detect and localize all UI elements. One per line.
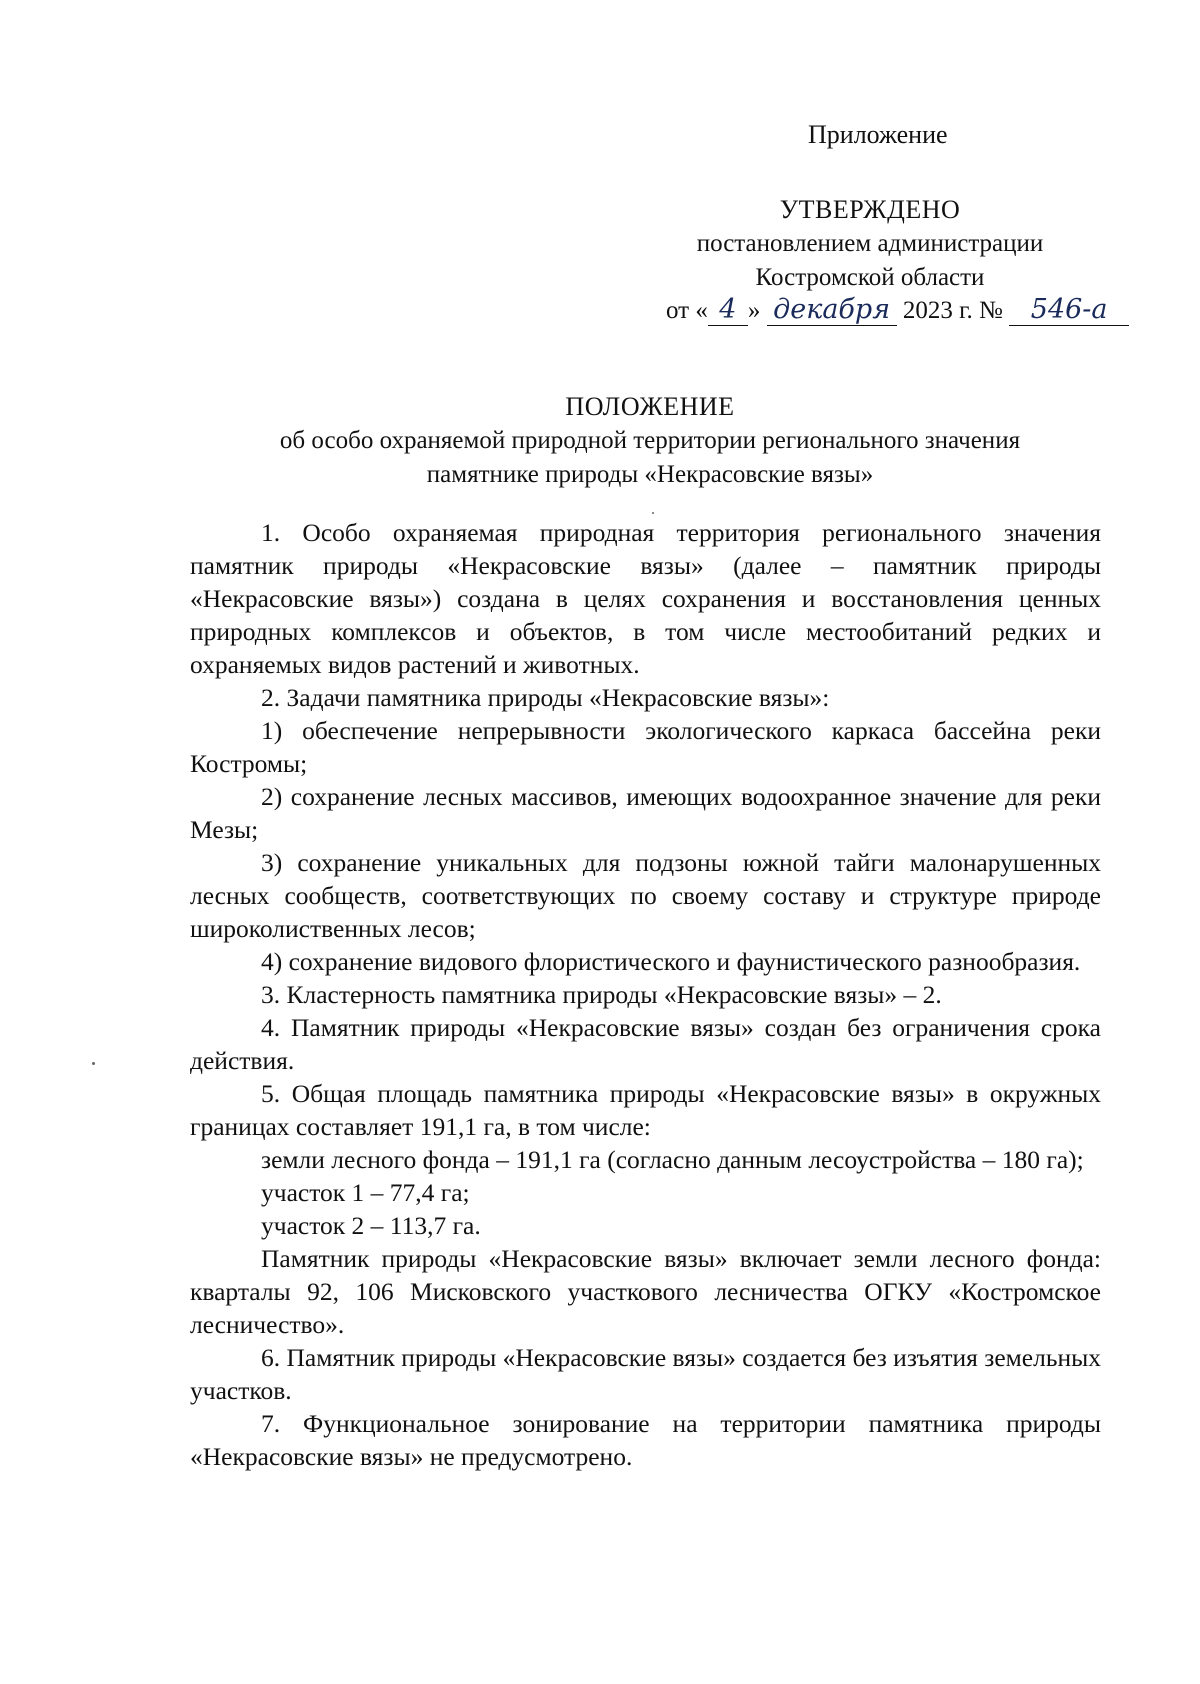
paragraph-6: 6. Памятник природы «Некрасовские вязы» создается без изъятия земельных участков. [190, 1343, 1102, 1405]
paragraph-2-item-4: 4) сохранение видового флористического и фаунистического разнообразия. [261, 947, 1081, 976]
paragraph-5-plot-2: участок 2 – 113,7 га. [261, 1211, 481, 1240]
approval-authority-line: постановлением администрации [696, 230, 1044, 257]
order-year-number-label: 2023 г. № [902, 297, 1003, 324]
paragraph-2-item-3: 3) сохранение уникальных для подзоны южной тайги малонарушенных лесных сообществ, соответствующих по своему составу и структуре природе широколиственных лесов; [190, 848, 1101, 943]
paragraph-3: 3. Кластерность памятника природы «Некрасовские вязы» – 2. [261, 980, 942, 1009]
approval-region-line: Костромской области [755, 264, 985, 291]
paragraph-2-item-1: 1) обеспечение непрерывности экологического каркаса бассейна реки Костромы; [190, 716, 1101, 778]
document-title: ПОЛОЖЕНИЕ [565, 392, 735, 421]
scan-speck [652, 512, 654, 514]
paragraph-5: 5. Общая площадь памятника природы «Некрасовские вязы» в окружных границах составляет 191,1 га, в том числе: [190, 1079, 1101, 1141]
paragraph-7: 7. Функциональное зонирование на территории памятника природы «Некрасовские вязы» не предусмотрено. [190, 1409, 1101, 1471]
paragraph-5-forest-land: земли лесного фонда – 191,1 га (согласно данным лесоустройства – 180 га); [261, 1145, 1084, 1174]
order-day-handwritten: 4 [708, 294, 748, 326]
annex-label: Приложение [808, 120, 948, 149]
order-number-handwritten: 546-а [1009, 294, 1129, 326]
scan-speck [92, 1062, 95, 1065]
order-prefix: от « [666, 297, 708, 324]
document-body [190, 516, 1101, 1473]
document-title-block [190, 390, 1110, 492]
document-subtitle-line-2: памятнике природы «Некрасовские вязы» [426, 461, 874, 488]
paragraph-1: 1. Особо охраняемая природная территория регионального значения памятник природы «Некрасовские вязы» (далее – памятник природы «Некрасовские вязы») создана в целях сохранения и восстановления ценных природных комплексов и объектов, в том числе местообитаний редких и охраняемых видов растений и животных. [190, 518, 1101, 679]
order-mid: » [747, 297, 761, 324]
document-subtitle-line-1: об особо охраняемой природной территории регионального значения [279, 427, 1021, 454]
paragraph-5-plot-1: участок 1 – 77,4 га; [261, 1178, 470, 1207]
paragraph-2-item-2: 2) сохранение лесных массивов, имеющих водоохранное значение для реки Мезы; [190, 782, 1101, 844]
paragraph-5-quarters: Памятник природы «Некрасовские вязы» включает земли лесного фонда: кварталы 92, 106 Мисковского участкового лесничества ОГКУ «Костромское лесничество». [190, 1244, 1101, 1339]
paragraph-4: 4. Памятник природы «Некрасовские вязы» создан без ограничения срока действия. [190, 1013, 1101, 1075]
approved-stamp-text: УТВЕРЖДЕНО [779, 195, 961, 224]
approval-block [640, 193, 1100, 295]
order-month-handwritten: декабря [767, 294, 897, 326]
paragraph-2: 2. Задачи памятника природы «Некрасовские вязы»: [261, 683, 830, 712]
order-date-number [666, 294, 1129, 326]
